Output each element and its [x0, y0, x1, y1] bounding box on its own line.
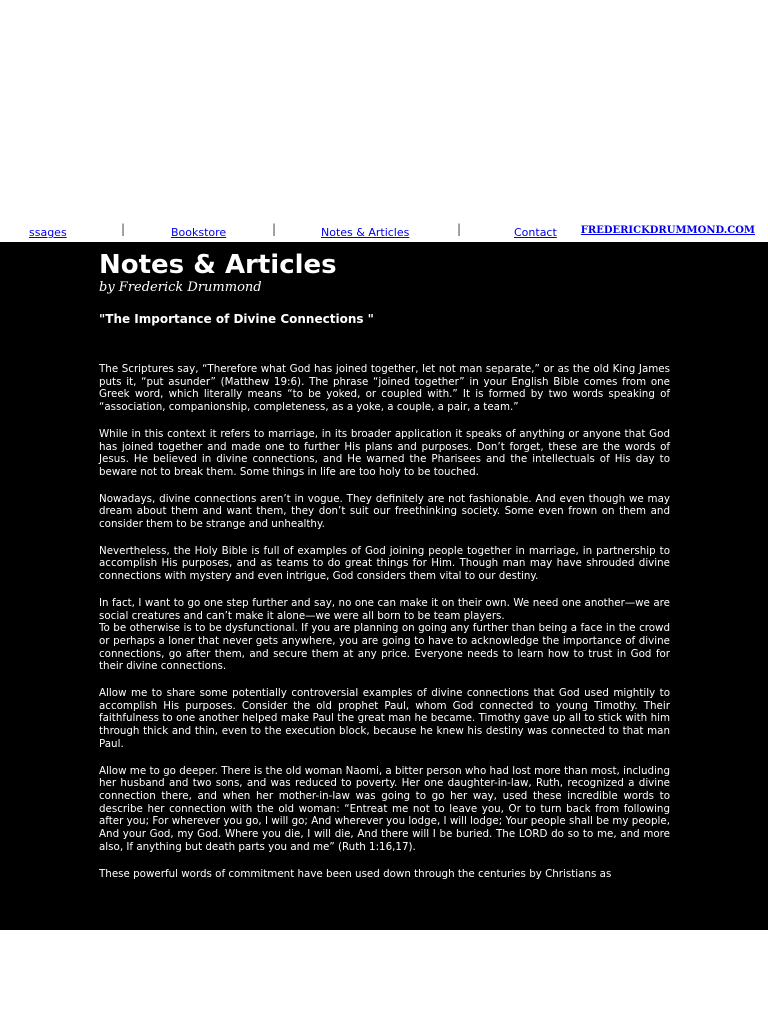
nav-link-contact[interactable]: Contact	[514, 226, 557, 239]
nav-link-messages[interactable]: ssages	[29, 226, 67, 239]
article-paragraph: In fact, I want to go one step further and say, no one can make it on their own. We need one another—we are social creatures and can’t make it alone—we were all born to be team players. To be otherwise is to be dysfunctional. If you are planning on going any further than being a face in the crowd or perhaps a loner that never gets anywhere, you are going to have to acknowledge the importance of divine connections, go after them, and secure them at any price. Everyone needs to learn how to trust in God for their divine connections.	[99, 596, 670, 673]
site-home-link[interactable]: FREDERICKDRUMMOND.COM	[580, 225, 755, 236]
nav-separator: |	[457, 222, 462, 236]
article-paragraph: These powerful words of commitment have been used down through the centuries by Christians as	[99, 867, 612, 880]
nav-link-bookstore[interactable]: Bookstore	[171, 226, 227, 239]
article-panel	[0, 242, 768, 930]
nav-separator: |	[272, 222, 277, 236]
article-title: "The Importance of Divine Connections "	[99, 312, 374, 326]
article-paragraph: The Scriptures say, “Therefore what God has joined together, let not man separate,” or as the old King James puts it, “put asunder” (Matthew 19:6). The phrase “joined together” in your English Bible comes from one Greek word, which literally means “to be yoked, or coupled with.” It is formed by two words speaking of “association, companionship, completeness, as a yoke, a couple, a pair, a team.”	[99, 363, 670, 414]
author-byline: by Frederick Drummond	[99, 280, 262, 295]
nav-link-notes-articles[interactable]: Notes & Articles	[321, 226, 410, 239]
nav-separator: |	[121, 222, 126, 236]
article-paragraph: Nowadays, divine connections aren’t in vogue. They definitely are not fashionable. And even though we may dream about them and want them, they don’t suit our freethinking society. Some even frown on them and consider them to be strange and unhealthy.	[99, 492, 670, 531]
article-paragraph: While in this context it refers to marriage, in its broader application it speaks of anything or anyone that God has joined together and made one to further His plans and purposes. Don’t forget, these are the words of Jesus. He believed in divine connections, and He warned the Pharisees and the intellectuals of His day to beware not to break them. Some things in life are too holy to be touched.	[99, 427, 670, 478]
article-paragraph: Nevertheless, the Holy Bible is full of examples of God joining people together in marriage, in partnership to accomplish His purposes, and as teams to do great things for Him. Though man may have shrouded divine connections with mystery and even intrigue, God considers them vital to our destiny.	[99, 544, 670, 583]
bottom-whitespace	[0, 930, 768, 1024]
article-column	[99, 242, 670, 894]
top-whitespace	[0, 0, 768, 222]
article-paragraph: Allow me to share some potentially controversial examples of divine connections that God used mightily to accomplish His purposes. Consider the old prophet Paul, whom God connected to young Timothy. Their faithfulness to one another helped make Paul the great man he became. Timothy gave up all to stick with him through thick and thin, even to the execution block, because he knew his destiny was connected to that man Paul.	[99, 687, 670, 750]
top-navigation	[0, 222, 768, 242]
article-body	[99, 363, 670, 880]
article-paragraph: Allow me to go deeper. There is the old woman Naomi, a bitter person who had lost more than most, including her husband and two sons, and was reduced to poverty. Her one daughter-in-law, Ruth, recognized a divine connection there, and when her mother-in-law was going to go her way, used these incredible words to describe her connection with the old woman: “Entreat me not to leave you, Or to turn back from following after you; For wherever you go, I will go; And wherever you lodge, I will lodge; Your people shall be my people, And your God, my God. Where you die, I will die, And there will I be buried. The LORD do so to me, and more also, If anything but death parts you and me” (Ruth 1:16,17).	[99, 764, 670, 853]
page-title: Notes & Articles	[99, 250, 337, 280]
